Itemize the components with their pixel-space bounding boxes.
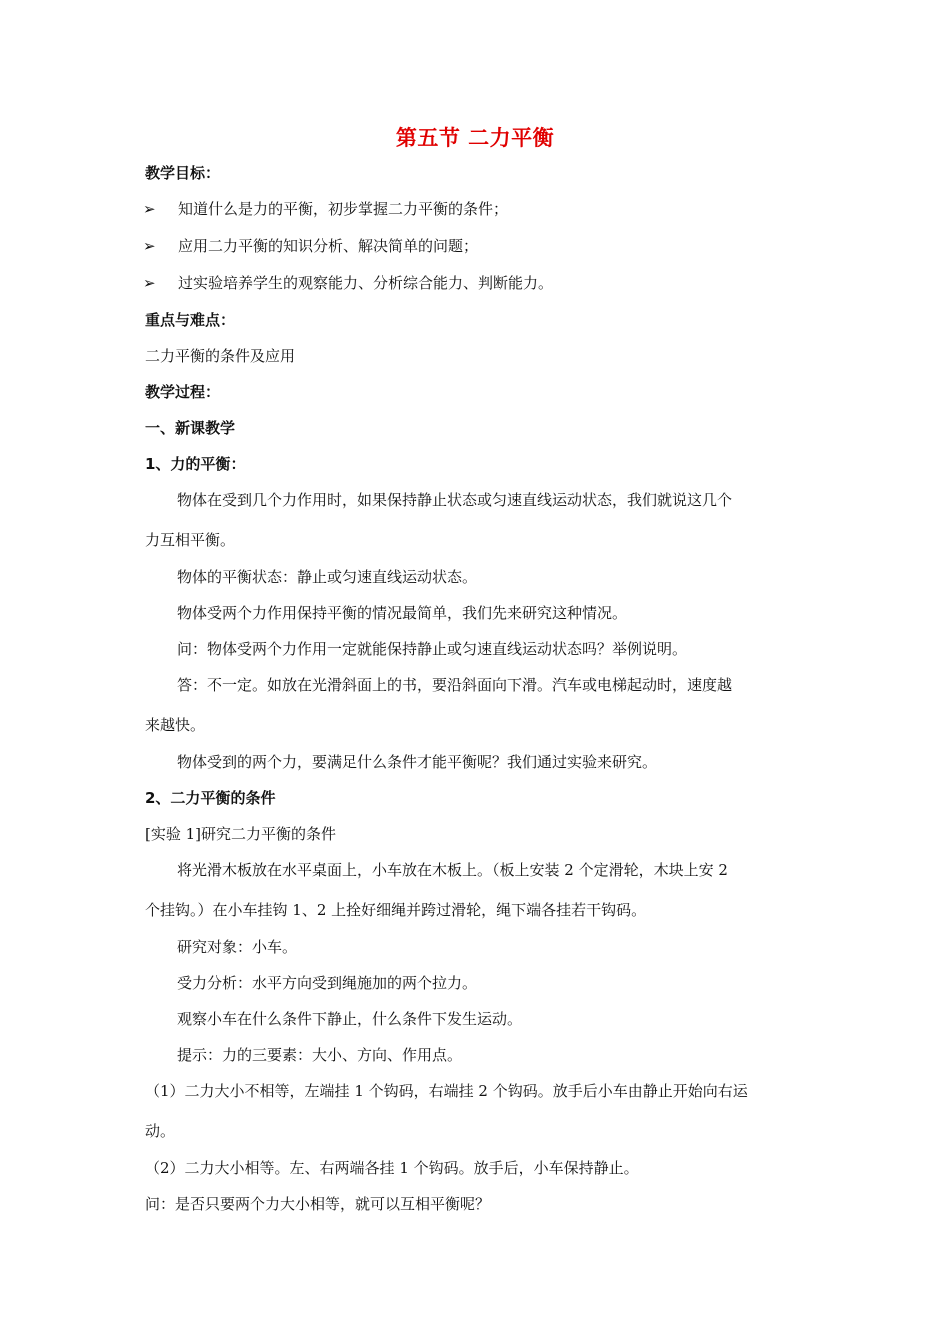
section-heading: 一、新课教学	[145, 419, 236, 437]
paragraph-line: 力互相平衡。	[145, 531, 236, 549]
answer-line: 答：不一定。如放在光滑斜面上的书，要沿斜面向下滑。汽车或电梯起动时，速度越	[177, 676, 733, 694]
paragraph-line: 研究对象：小车。	[177, 938, 298, 956]
paragraph-line: 观察小车在什么条件下静止，什么条件下发生运动。	[177, 1010, 523, 1028]
bullet-arrow-icon: ➢	[143, 274, 156, 292]
case-line: （2）二力大小相等。左、右两端各挂 1 个钩码。放手后，小车保持静止。	[145, 1159, 639, 1177]
page-title: 第五节 二力平衡	[395, 126, 555, 150]
objectives-heading: 教学目标：	[145, 164, 221, 182]
objective-item: 过实验培养学生的观察能力、分析综合能力、判断能力。	[178, 274, 554, 292]
paragraph-line: 将光滑木板放在水平桌面上，小车放在木板上。（板上安装 2 个定滑轮，木块上安 2	[177, 861, 728, 879]
paragraph-line: 受力分析：水平方向受到绳施加的两个拉力。	[177, 974, 478, 992]
paragraph-line: 提示：力的三要素：大小、方向、作用点。	[177, 1046, 463, 1064]
subsection-heading: 1、力的平衡：	[145, 455, 246, 473]
objective-item: 应用二力平衡的知识分析、解决简单的问题；	[178, 237, 479, 255]
paragraph-line: 物体受到的两个力，要满足什么条件才能平衡呢？我们通过实验来研究。	[177, 753, 658, 771]
bullet-arrow-icon: ➢	[143, 200, 156, 218]
case-line: 动。	[145, 1122, 176, 1140]
paragraph-line: 物体在受到几个力作用时，如果保持静止状态或匀速直线运动状态，我们就说这几个	[177, 491, 733, 509]
paragraph-line: 物体的平衡状态：静止或匀速直线运动状态。	[177, 568, 478, 586]
key-heading: 重点与难点：	[145, 311, 236, 329]
subsection-heading: 2、二力平衡的条件	[145, 789, 276, 807]
objective-item: 知道什么是力的平衡，初步掌握二力平衡的条件；	[178, 200, 509, 218]
experiment-title: [实验 1]研究二力平衡的条件	[145, 825, 337, 843]
question-line: 问：物体受两个力作用一定就能保持静止或匀速直线运动状态吗？举例说明。	[177, 640, 688, 658]
case-line: （1）二力大小不相等，左端挂 1 个钩码，右端挂 2 个钩码。放手后小车由静止开始向右运	[145, 1082, 748, 1100]
bullet-arrow-icon: ➢	[143, 237, 156, 255]
question-line: 问：是否只要两个力大小相等，就可以互相平衡呢？	[145, 1195, 491, 1213]
answer-line: 来越快。	[145, 716, 206, 734]
paragraph-line: 个挂钩。）在小车挂钩 1、2 上拴好细绳并跨过滑轮，绳下端各挂若干钩码。	[145, 901, 647, 919]
key-text: 二力平衡的条件及应用	[145, 347, 296, 365]
paragraph-line: 物体受两个力作用保持平衡的情况最简单，我们先来研究这种情况。	[177, 604, 628, 622]
process-heading: 教学过程：	[145, 383, 221, 401]
